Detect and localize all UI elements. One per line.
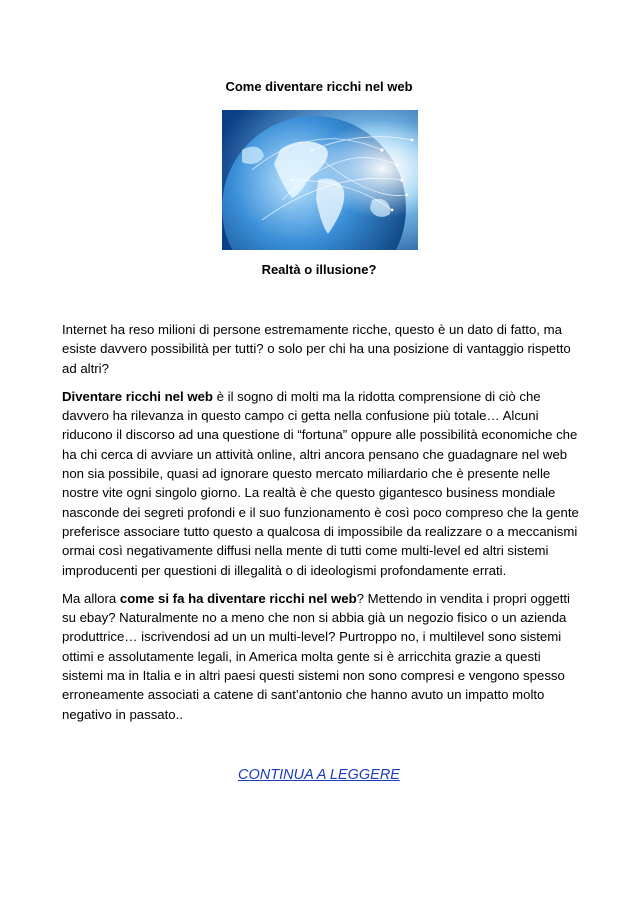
article-body (62, 320, 582, 733)
paragraph-third-bold: come si fa ha diventare ricchi nel web (119, 590, 357, 606)
paragraph-third-text: ? Mettendo in vendita i propri oggetti su ebay? Naturalmente no a meno che non si abbia già un negozio fisico o un azienda produttrice… iscrivendosi ad un un multi-level? Purtroppo no, i multilevel sono sistemi ottimi e assolutamente legali, in America molta gente si è arricchita grazie a questi sistemi ma in Italia e in altri paesi questi sistemi non sono compresi e vengono spesso erroneamente associati a catene di sant’antonio che hanno avuto un impatto molto negativo in passato.. (62, 590, 570, 722)
globe-network-image (222, 110, 418, 250)
paragraph-third (62, 589, 582, 724)
document-title: Come diventare ricchi nel web (225, 79, 413, 94)
paragraph-second (62, 387, 582, 580)
paragraph-third-start: Ma allora (62, 590, 120, 606)
document-subtitle: Realtà o illusione? (261, 262, 377, 277)
paragraph-second-bold: Diventare ricchi nel web (62, 388, 213, 404)
paragraph-second-text: è il sogno di molti ma la ridotta comprensione di ciò che davvero ha rilevanza in questo campo ci getta nella confusione più totale… Alcuni riducono il discorso ad una questione di “fortuna” oppure alle possibilità economiche che ha chi cerca di avviare un attività online, altri ancora pensano che guadagnare nel web non sia possibile, quasi ad ignorare questo mercato miliardario che è presente nelle nostre vite ogni singolo giorno. La realtà è che questo gigantesco business mondiale nasconde dei segreti profondi e il suo funzionamento è così poco compreso che la gente preferisce associare tutto questo a qualcosa di impossibile da realizzare o a meccanismi ormai così negativamente diffusi nella mente di tutti come multi-level ed altri sistemi improducenti per questioni di illegalità o di ideologismi profondamente errati. (62, 388, 579, 578)
paragraph-intro: Internet ha reso milioni di persone estremamente ricche, questo è un dato di fatto, ma esiste davvero possibilità per tutti? o solo per chi ha una posizione di vantaggio rispetto ad altri? (62, 322, 571, 376)
continue-reading-link[interactable]: CONTINUA A LEGGERE (238, 767, 400, 783)
continue-reading-container (0, 767, 638, 783)
